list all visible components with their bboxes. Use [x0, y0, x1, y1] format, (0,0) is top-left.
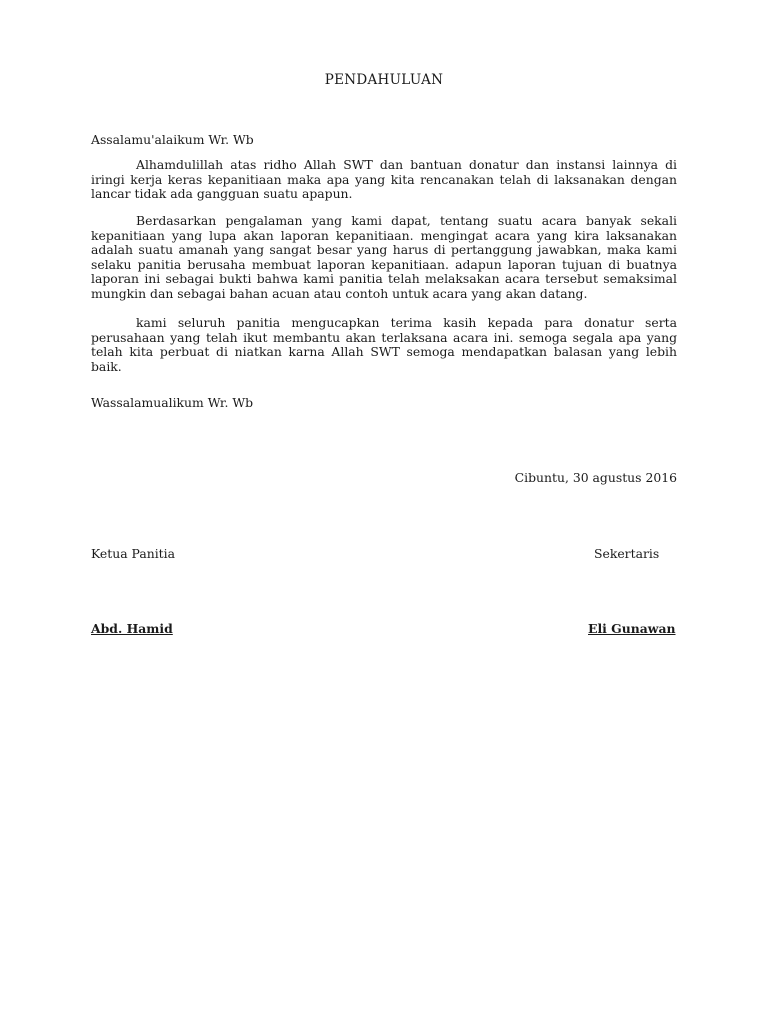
paragraph-1: Alhamdulillah atas ridho Allah SWT dan bantuan donatur dan instansi lainnya di iringi kerja keras kepanitiaan maka apa yang kita rencanakan telah di laksanakan dengan lancar tidak ada gangguan suatu apapun.	[91, 157, 677, 202]
place-date: Cibuntu, 30 agustus 2016	[514, 470, 677, 485]
signatory-name-chairman: Abd. Hamid	[91, 621, 173, 636]
paragraph-2: Berdasarkan pengalaman yang kami dapat, tentang suatu acara banyak sekali kepanitiaan yang lupa akan laporan kepanitiaan. mengingat acara yang kira laksanakan adalah suatu amanah yang sangat besar yang harus di pertanggung jawabkan, maka kami selaku panitia berusaha membuat laporan kepanitiaan. adapun laporan tujuan di buatnya laporan ini sebagai bukti bahwa kami panitia telah melaksakan acara tersebut semaksimal mungkin dan sebagai bahan acuan atau contoh untuk acara yang akan datang.	[91, 213, 677, 301]
greeting: Assalamu'alaikum Wr. Wb	[91, 132, 254, 147]
paragraph-3: kami seluruh panitia mengucapkan terima kasih kepada para donatur serta perusahaan yang telah ikut membantu akan terlaksana acara ini. semoga segala apa yang telah kita perbuat di niatkan karna Allah SWT semoga mendapatkan balasan yang lebih baik.	[91, 315, 677, 374]
role-chairman: Ketua Panitia	[91, 546, 175, 561]
role-secretary: Sekertaris	[594, 546, 660, 561]
document-title: PENDAHULUAN	[324, 72, 444, 88]
closing-salutation: Wassalamualikum Wr. Wb	[91, 395, 254, 410]
signatory-name-secretary: Eli Gunawan	[588, 621, 676, 636]
